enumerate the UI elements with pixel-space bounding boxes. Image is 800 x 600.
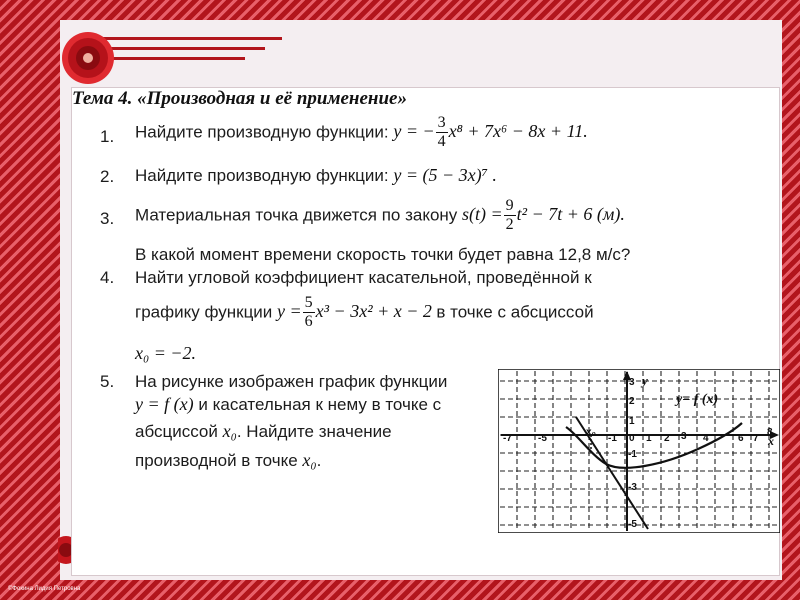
flower-icon [58,28,118,88]
y-tick-label: -1 [628,449,637,460]
task-number: 5. [100,372,115,391]
graph-frame [498,369,780,533]
task-5-line-4 [135,450,321,471]
task-number: 2. [100,167,115,186]
task-5-text-2: и касательная к нему в точке с [198,395,442,414]
function-graph [498,369,780,533]
formula-4-part: y = [277,300,302,321]
y-tick-label: 2 [629,396,635,407]
formula-5-x0: x₀ [222,421,237,441]
task-1 [135,115,588,150]
decor-line [100,37,282,40]
formula-5-x0b: x₀ [302,450,317,470]
denominator: 4 [437,133,446,150]
formula-5: y = f (x) [135,394,194,414]
formula-1-part: y = − [393,120,435,141]
fraction [436,115,448,150]
formula-1 [393,114,588,150]
y-tick-label: 1 [629,416,635,427]
x-tick-label: 2 [664,433,670,444]
task-3-text: Материальная точка движется по закону [135,205,458,225]
task-4-text-3: в точке с абсциссой [436,302,594,322]
denominator: 6 [304,313,313,330]
task-number: 4. [100,268,115,287]
formula-4-part: x³ − 3x² + x − 2 [315,300,432,321]
denominator: 2 [505,216,514,233]
x-tick-label: 7 [753,433,759,444]
task-5-line-2 [135,394,441,415]
x-tick-label: -1 [608,433,617,444]
numerator: 5 [304,294,313,311]
fraction [504,198,516,233]
formula-3-part: s(t) = [462,203,503,224]
task-3 [135,198,625,233]
task-1-text: Найдите производную функции: [135,122,389,142]
task-5: На рисунке изображен график функции [135,372,448,391]
y-tick-label: -3 [628,482,637,493]
x-tick-label: 4 [703,433,709,444]
y-tick-label: -5 [628,519,637,530]
page-title: Тема 4. «Производная и её применение» [72,88,407,109]
task-5-text-5: производной в точке [135,451,298,470]
numerator: 9 [505,197,514,214]
x0-label: x₀ [586,427,597,438]
x-tick-label: 0 [629,433,635,444]
function-label: y= f (x) [676,392,719,407]
task-5-text-6: . [316,451,322,470]
fraction [303,295,315,330]
formula-3-part: t² − 7t + 6 (м). [516,203,625,224]
x-tick-label: 3 [681,431,687,442]
formula-4-x0: x₀ = −2. [135,343,197,363]
x-tick-label: -7 [503,433,512,444]
task-5-line-3 [135,421,392,442]
task-5-text-3: абсциссой [135,422,218,441]
x-tick-label: -5 [538,433,547,444]
x-tick-label: 8 [767,427,773,438]
task-number: 3. [100,209,115,228]
task-number: 1. [100,127,115,146]
x-axis-label: x [768,434,774,448]
task-2 [135,165,497,186]
formula-4 [277,294,436,330]
copyright-text: ©Фокина Лидия Петровна [8,586,81,592]
decor-line [100,47,265,50]
decor-line [100,57,245,60]
task-2-text: Найдите производную функции: [135,166,389,185]
formula-2: y = (5 − 3x)⁷ . [393,165,497,185]
task-4-line-2 [135,295,594,330]
task-4-text-2: графику функции [135,302,273,322]
y-axis-label: y [642,373,648,388]
task-5-text-4: . Найдите значение [236,422,392,441]
x-tick-label: 6 [738,433,744,444]
y-tick-label: 3 [629,377,635,388]
formula-3 [462,197,625,233]
numerator: 3 [437,114,446,131]
x-tick-label: 1 [646,433,652,444]
formula-1-part: x⁸ + 7x⁶ − 8x + 11. [448,120,588,141]
task-4: Найти угловой коэффициент касательной, проведённой к [135,268,592,287]
task-3-line-2: В какой момент времени скорость точки будет равна 12,8 м/с? [135,245,631,264]
